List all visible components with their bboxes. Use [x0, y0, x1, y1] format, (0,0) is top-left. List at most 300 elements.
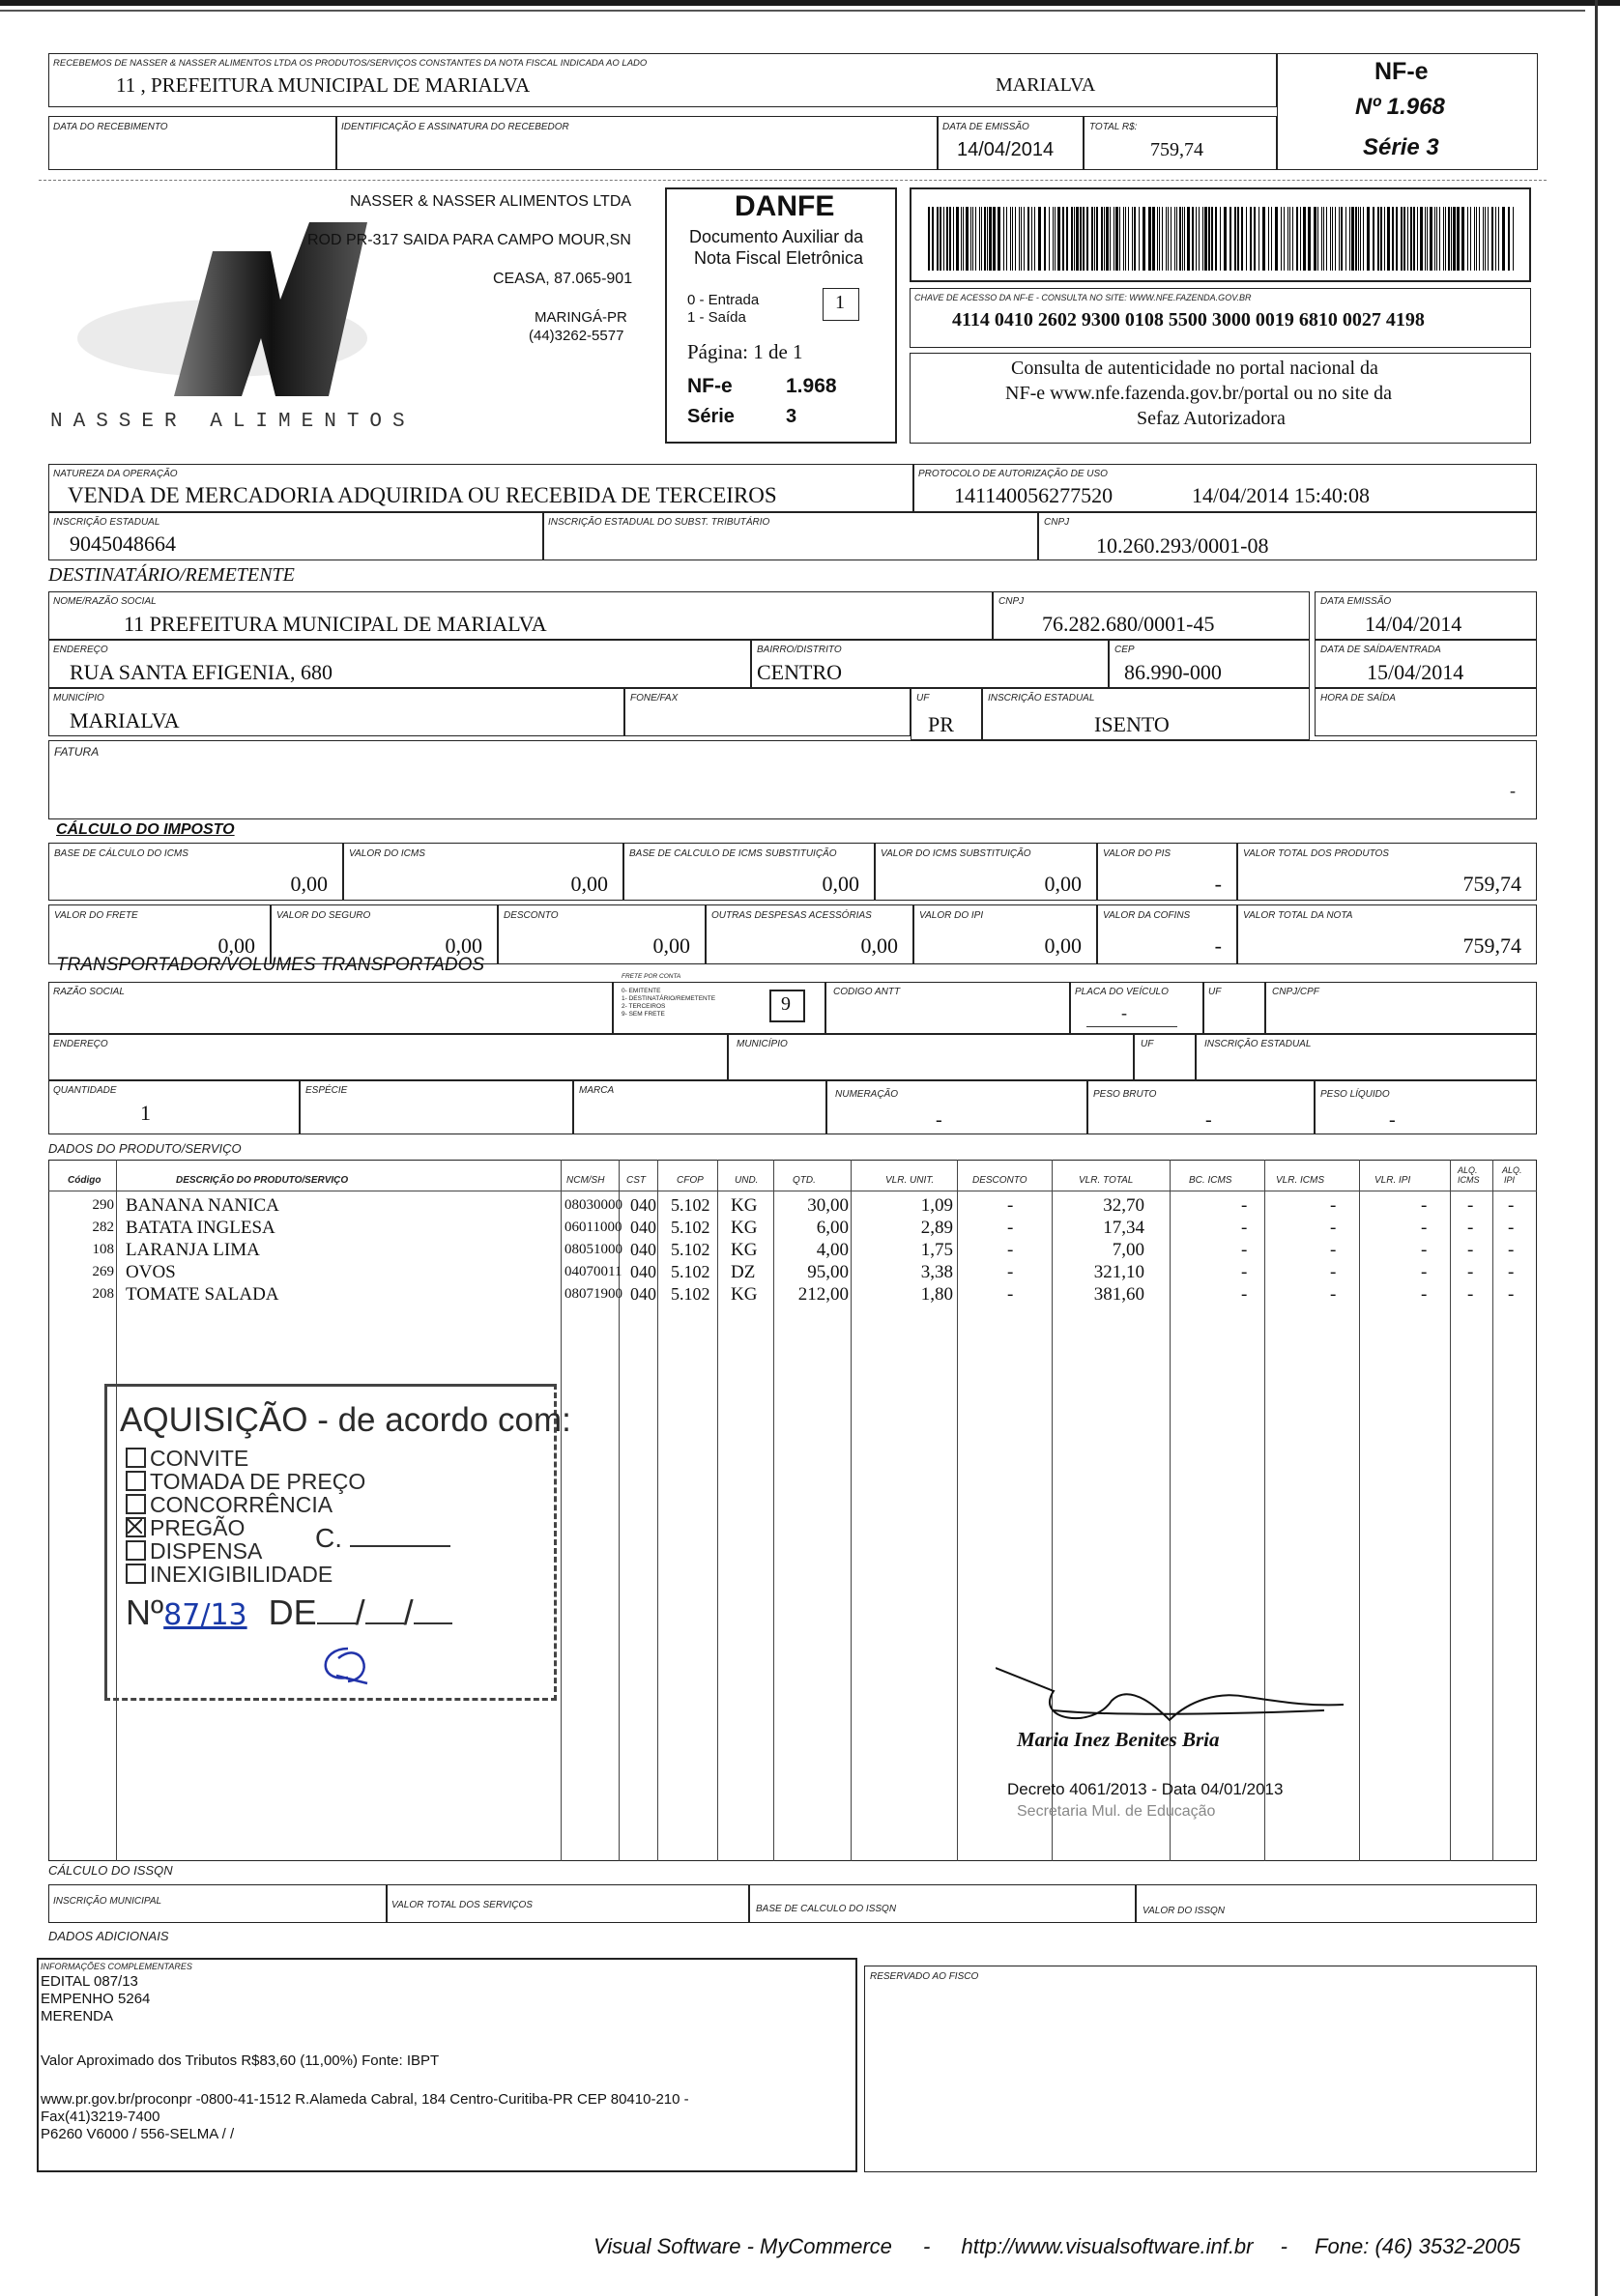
- barcode-bar: [1439, 207, 1440, 271]
- additional-line5: www.pr.gov.br/proconpr -0800-41-1512 R.Alameda Cabral, 184 Centro-Curitiba-PR CEP 80410-210 -: [41, 2091, 689, 2108]
- access-key: 4114 0410 2602 9300 0108 5500 3000 0019 6810 0027 4198: [952, 309, 1425, 330]
- recipient-hour-label: HORA DE SAÍDA: [1320, 693, 1396, 703]
- stamp-number-prefix: Nº: [126, 1593, 164, 1632]
- barcode-bar: [1448, 207, 1450, 271]
- tax-row1-label-3: VALOR DO ICMS SUBSTITUIÇÃO: [881, 848, 1031, 859]
- barcode-bar: [1139, 207, 1140, 271]
- tax-row2-value-3: 0,00: [860, 933, 898, 958]
- consult-line1: Consulta de autenticidade no portal nacional da: [1011, 358, 1378, 379]
- barcode-bar: [1407, 207, 1408, 271]
- product-cell-desc: OVOS: [126, 1262, 176, 1282]
- barcode-bar: [1326, 207, 1327, 271]
- barcode-bar: [1123, 207, 1124, 271]
- barcode-bar: [1176, 207, 1177, 271]
- product-cell-desc: TOMATE SALADA: [126, 1284, 279, 1305]
- barcode-bar: [1341, 207, 1343, 271]
- recipient-exit-label: DATA DE SAÍDA/ENTRADA: [1320, 645, 1441, 655]
- barcode-bar: [1182, 207, 1183, 271]
- barcode-bar: [956, 207, 959, 271]
- protocol-date: 14/04/2014 15:40:08: [1192, 483, 1370, 507]
- barcode-bar: [1229, 207, 1231, 271]
- signature-decree: Decreto 4061/2013 - Data 04/01/2013: [1007, 1780, 1284, 1798]
- stamp-checkbox-2: [126, 1471, 146, 1491]
- product-cell-price: 1,80: [920, 1284, 953, 1305]
- barcode-bar: [1254, 207, 1256, 271]
- product-cell-desc: BANANA NANICA: [126, 1195, 279, 1216]
- barcode-bar: [943, 207, 944, 271]
- recipient-name: 11 PREFEITURA MUNICIPAL DE MARIALVA: [124, 612, 547, 636]
- product-header-icms: VLR. ICMS: [1276, 1175, 1325, 1186]
- tax-row2-value-6: 759,74: [1462, 933, 1521, 958]
- recipient-address-label: ENDEREÇO: [53, 645, 108, 655]
- access-key-label: CHAVE DE ACESSO DA NF-E - CONSULTA NO SITE: WWW.NFE.FAZENDA.GOV.BR: [914, 293, 1252, 302]
- barcode-bar: [1339, 207, 1340, 271]
- canhoto-total: 759,74: [1150, 139, 1203, 160]
- barcode-bar: [1152, 207, 1155, 271]
- product-cell-ipi: -: [1421, 1240, 1428, 1260]
- product-header-aliq_ipi2: IPI: [1504, 1175, 1516, 1185]
- barcode-bar: [1289, 207, 1290, 271]
- footer: [593, 2234, 1520, 2259]
- product-cell-unit: KG: [731, 1195, 758, 1216]
- barcode-bar: [1355, 207, 1357, 271]
- stamp-opt6: [126, 1562, 333, 1588]
- issqn-section: CÁLCULO DO ISSQN: [48, 1863, 173, 1878]
- barcode-bar: [1436, 207, 1437, 271]
- barcode-bar: [1268, 207, 1269, 271]
- product-cell-ncm: 08030000: [564, 1197, 622, 1213]
- invoice-section: FATURA: [54, 745, 100, 759]
- issuer-phone: (44)3262-5577: [529, 328, 624, 344]
- plate-underline: [1086, 1026, 1177, 1027]
- transport-cnpj-label: CNPJ/CPF: [1272, 987, 1319, 997]
- barcode-bar: [1488, 207, 1489, 271]
- freight-opt2: 2- TERCEIROS: [622, 1003, 666, 1010]
- recipient-exit: 15/04/2014: [1367, 660, 1464, 684]
- barcode-bar: [1157, 207, 1158, 271]
- barcode-bar: [1143, 207, 1145, 271]
- tax-row1-value-5: 759,74: [1462, 872, 1521, 896]
- barcode-bar: [1128, 207, 1129, 271]
- barcode-bar: [1110, 207, 1111, 271]
- barcode-bar: [1106, 207, 1109, 271]
- barcode-bar: [1168, 207, 1169, 271]
- footer-url[interactable]: http://www.visualsoftware.inf.br: [961, 2234, 1254, 2258]
- top-edge-thin: [0, 10, 1585, 12]
- barcode-bar: [1425, 207, 1426, 271]
- barcode-bar: [1237, 207, 1239, 271]
- stamp-opt4-extra: [315, 1523, 450, 1554]
- barcode-bar: [1074, 207, 1075, 271]
- product-cell-total: 321,10: [1093, 1262, 1144, 1282]
- transport-city-box: [728, 1034, 1134, 1080]
- issqn-base-label: BASE DE CALCULO DO ISSQN: [756, 1904, 897, 1914]
- fisco-box: [864, 1966, 1537, 2172]
- product-cell-total: 17,34: [1103, 1218, 1144, 1238]
- barcode-bar: [1034, 207, 1035, 271]
- stamp-opt2: [126, 1469, 365, 1495]
- freight-label: FRETE POR CONTA: [622, 973, 681, 980]
- tax-row1-label-4: VALOR DO PIS: [1103, 848, 1172, 859]
- barcode-bar: [1258, 207, 1259, 271]
- barcode-bar: [1262, 207, 1265, 271]
- barcode-bar: [1096, 207, 1098, 271]
- footer-software: Visual Software - MyCommerce: [593, 2234, 892, 2258]
- barcode-bar: [1053, 207, 1054, 271]
- barcode-bar: [1211, 207, 1213, 271]
- plate-label: PLACA DO VEÍCULO: [1075, 987, 1169, 997]
- danfe-entry: 0 - Entrada: [687, 292, 760, 308]
- product-header-unit: UND.: [735, 1175, 759, 1186]
- barcode-bar: [1271, 207, 1272, 271]
- barcode-bar: [1166, 207, 1167, 271]
- danfe-series-label: Série: [687, 406, 735, 427]
- barcode-bar: [1199, 207, 1200, 271]
- barcode-bar: [1495, 207, 1496, 271]
- barcode-bar: [1498, 207, 1499, 271]
- product-cell-bc: -: [1241, 1195, 1248, 1216]
- product-cell-icms: -: [1330, 1195, 1337, 1216]
- barcode-bar: [1485, 207, 1486, 271]
- canhoto-emission-date: 14/04/2014: [957, 139, 1055, 160]
- top-edge: [0, 0, 1620, 6]
- barcode-bar: [1250, 207, 1252, 271]
- canhoto-total-label: TOTAL R$:: [1089, 122, 1138, 132]
- product-cell-price: 2,89: [920, 1218, 953, 1238]
- right-edge: [1595, 0, 1598, 2296]
- barcode-bar: [1241, 207, 1243, 271]
- recipient-city-label: MUNICÍPIO: [53, 693, 104, 703]
- product-cell-unit: KG: [731, 1218, 758, 1238]
- recipient-cep-label: CEP: [1114, 645, 1135, 655]
- ie-label: INSCRIÇÃO ESTADUAL: [53, 517, 160, 528]
- product-cell-icms: -: [1330, 1240, 1337, 1260]
- product-cell-ipi: -: [1421, 1262, 1428, 1282]
- barcode-bar: [1513, 207, 1514, 271]
- barcode-bar: [1410, 207, 1412, 271]
- canhoto-recipient: 11 , PREFEITURA MUNICIPAL DE MARIALVA: [116, 73, 531, 97]
- product-cell-price: 3,38: [920, 1262, 953, 1282]
- product-cell-ipi: -: [1421, 1218, 1428, 1238]
- stamp-number-line: Nº87/13 DE / /: [126, 1593, 452, 1633]
- issuer-city: MARINGÁ-PR: [535, 309, 627, 326]
- stamp-initials: [309, 1639, 377, 1689]
- additional-line6: Fax(41)3219-7400: [41, 2109, 160, 2125]
- barcode-bar: [1062, 207, 1064, 271]
- stamp-opt5: [126, 1538, 262, 1564]
- product-cell-aipi: -: [1508, 1218, 1515, 1238]
- tax-section: CÁLCULO DO IMPOSTO: [56, 821, 235, 838]
- transport-address-label: ENDEREÇO: [53, 1039, 108, 1049]
- product-cell-bc: -: [1241, 1262, 1248, 1282]
- product-cell-bc: -: [1241, 1284, 1248, 1305]
- barcode-bar: [981, 207, 982, 271]
- product-cell-aicms: -: [1467, 1218, 1474, 1238]
- danfe-nfe-label: NF-e: [687, 375, 733, 397]
- product-cell-aicms: -: [1467, 1284, 1474, 1305]
- barcode-bar: [1330, 207, 1331, 271]
- product-cell-icms: -: [1330, 1262, 1337, 1282]
- product-cell-ncm: 08051000: [564, 1242, 622, 1257]
- product-cell-code: 290: [92, 1197, 114, 1213]
- product-cell-bc: -: [1241, 1240, 1248, 1260]
- stamp-checkbox-4-checked: [126, 1517, 146, 1537]
- tax-row1-label-2: BASE DE CALCULO DE ICMS SUBSTITUIÇÃO: [629, 848, 837, 859]
- barcode-bar: [1502, 207, 1505, 271]
- canhoto-receipt-text: RECEBEMOS DE NASSER & NASSER ALIMENTOS LTDA OS PRODUTOS/SERVIÇOS CONSTANTES DA NOTA FISCAL INDICADA AO LADO: [53, 58, 648, 69]
- barcode-bar: [984, 207, 986, 271]
- product-cell-qty: 30,00: [807, 1195, 849, 1216]
- product-row: [48, 1261, 1537, 1283]
- stamp-checkbox-3: [126, 1494, 146, 1514]
- stamp-checkbox-6: [126, 1564, 146, 1584]
- recipient-ie: ISENTO: [1094, 712, 1170, 736]
- barcode-bar: [1314, 207, 1316, 271]
- stamp-opt4: [126, 1515, 245, 1541]
- barcode-bar: [1434, 207, 1435, 271]
- ie-subst-label: INSCRIÇÃO ESTADUAL DO SUBST. TRIBUTÁRIO: [548, 517, 770, 528]
- danfe-page: Página: 1 de 1: [687, 340, 803, 363]
- product-header-price: VLR. UNIT.: [885, 1175, 935, 1186]
- stamp-opt4-label: PREGÃO: [150, 1515, 246, 1540]
- barcode-bar: [1104, 207, 1105, 271]
- tax-row1-value-0: 0,00: [290, 872, 328, 896]
- barcode-bar: [1091, 207, 1093, 271]
- tax-row1-value-4: -: [1214, 872, 1222, 896]
- consult-line2: NF-e www.nfe.fazenda.gov.br/portal ou no site da: [1005, 383, 1393, 404]
- product-header-total: VLR. TOTAL: [1079, 1175, 1134, 1186]
- barcode-bar: [1024, 207, 1025, 271]
- barcode-bar: [1027, 207, 1029, 271]
- net-label: PESO LÍQUIDO: [1320, 1089, 1390, 1100]
- footer-sep2: -: [1280, 2234, 1287, 2258]
- stamp-de: DE: [268, 1593, 317, 1632]
- tax-row1-label-5: VALOR TOTAL DOS PRODUTOS: [1243, 848, 1389, 859]
- barcode-bar: [1086, 207, 1088, 271]
- barcode-bar: [1296, 207, 1298, 271]
- product-cell-discount: -: [1007, 1195, 1014, 1216]
- canhoto-emission-label: DATA DE EMISSÃO: [942, 122, 1029, 132]
- barcode-bar: [1332, 207, 1333, 271]
- barcode-bar: [989, 207, 992, 271]
- barcode-bar: [1208, 207, 1210, 271]
- barcode-bar: [1457, 207, 1460, 271]
- barcode-bar: [1474, 207, 1475, 271]
- barcode-bar: [1303, 207, 1306, 271]
- barcode-bar: [1101, 207, 1103, 271]
- product-header-cfop: CFOP: [677, 1175, 704, 1186]
- danfe-series: 3: [786, 406, 797, 427]
- canhoto-city: MARIALVA: [996, 74, 1096, 96]
- barcode-bar: [1384, 207, 1385, 271]
- issqn-value-label: VALOR DO ISSQN: [1143, 1906, 1226, 1916]
- gross-label: PESO BRUTO: [1093, 1089, 1157, 1100]
- product-cell-cfop: 5.102: [671, 1262, 710, 1281]
- barcode-bar: [1003, 207, 1004, 271]
- barcode-bar: [1401, 207, 1403, 271]
- product-cell-unit: DZ: [731, 1262, 756, 1282]
- barcode-bar: [1119, 207, 1120, 271]
- tax-row2-label-4: VALOR DO IPI: [919, 910, 984, 921]
- barcode-bar: [1010, 207, 1011, 271]
- barcode-bar: [940, 207, 941, 271]
- transport-ie-label: INSCRIÇÃO ESTADUAL: [1204, 1039, 1312, 1049]
- product-cell-icms: -: [1330, 1218, 1337, 1238]
- barcode-bar: [963, 207, 964, 271]
- recipient-ie-label: INSCRIÇÃO ESTADUAL: [988, 693, 1095, 703]
- issuer-address: ROD PR-317 SAIDA PARA CAMPO MOUR,SN: [307, 232, 631, 248]
- barcode-bar: [1224, 207, 1227, 271]
- invoice-box: [48, 740, 1537, 819]
- barcode-bar: [1396, 207, 1398, 271]
- tax-row1-value-1: 0,00: [570, 872, 608, 896]
- product-header-cst: CST: [626, 1175, 646, 1186]
- barcode-bar: [993, 207, 996, 271]
- products-section: DADOS DO PRODUTO/SERVIÇO: [48, 1141, 242, 1156]
- recipient-cnpj: 76.282.680/0001-45: [1042, 612, 1215, 636]
- recipient-cep: 86.990-000: [1124, 660, 1222, 684]
- danfe-type: 1: [835, 292, 845, 313]
- barcode-bar: [1038, 207, 1041, 271]
- product-cell-ncm: 04070011: [564, 1264, 622, 1279]
- barcode-bar: [1387, 207, 1390, 271]
- barcode-bar: [1234, 207, 1236, 271]
- barcode-bar: [1427, 207, 1428, 271]
- barcode-bar: [1417, 207, 1418, 271]
- recipient-emission: 14/04/2014: [1365, 612, 1462, 636]
- product-cell-ncm: 06011000: [564, 1220, 622, 1235]
- product-cell-ncm: 08071900: [564, 1286, 622, 1302]
- product-cell-aipi: -: [1508, 1262, 1515, 1282]
- tax-row2-label-0: VALOR DO FRETE: [54, 910, 138, 921]
- freight-opt9: 9- SEM FRETE: [622, 1011, 665, 1018]
- danfe-nfe-number: 1.968: [786, 375, 837, 397]
- barcode-bar: [1012, 207, 1013, 271]
- barcode-bar: [987, 207, 988, 271]
- product-header-desc: DESCRIÇÃO DO PRODUTO/SERVIÇO: [176, 1175, 349, 1186]
- barcode-bar: [1049, 207, 1050, 271]
- product-cell-unit: KG: [731, 1284, 758, 1305]
- barcode-bar: [1373, 207, 1374, 271]
- barcode-bar: [1281, 207, 1282, 271]
- product-header-discount: DESCONTO: [972, 1175, 1027, 1186]
- barcode-bar: [1196, 207, 1197, 271]
- product-cell-desc: LARANJA LIMA: [126, 1240, 260, 1260]
- recipient-section: DESTINATÁRIO/REMETENTE: [48, 564, 295, 586]
- product-cell-cfop: 5.102: [671, 1218, 710, 1237]
- product-header-bc: BC. ICMS: [1189, 1175, 1232, 1186]
- product-header-code: Código: [68, 1175, 101, 1186]
- barcode-bar: [1125, 207, 1126, 271]
- product-cell-code: 282: [92, 1220, 114, 1235]
- canhoto-series: Série 3: [1363, 134, 1439, 160]
- issuer-cnpj-label: CNPJ: [1044, 517, 1070, 528]
- transport-section: TRANSPORTADOR/VOLUMES TRANSPORTADOS: [56, 955, 485, 975]
- plate-dash: -: [1121, 1003, 1127, 1022]
- product-row: [48, 1239, 1537, 1261]
- additional-section: DADOS ADICIONAIS: [48, 1929, 169, 1943]
- tax-row2-value-1: 0,00: [445, 933, 482, 958]
- barcode-bar: [1367, 207, 1370, 271]
- barcode-bar: [1006, 207, 1007, 271]
- product-cell-qty: 95,00: [807, 1262, 849, 1282]
- barcode-bar: [1287, 207, 1288, 271]
- barcode-bar: [1179, 207, 1181, 271]
- barcode-bar: [1323, 207, 1324, 271]
- barcode-bar: [1044, 207, 1046, 271]
- barcode-bar: [1443, 207, 1444, 271]
- canhoto-sign-label: IDENTIFICAÇÃO E ASSINATURA DO RECEBEDOR: [341, 122, 569, 132]
- recipient-emission-label: DATA EMISSÃO: [1320, 596, 1392, 607]
- stamp-checkbox-5: [126, 1540, 146, 1561]
- barcode-bar: [1491, 207, 1493, 271]
- product-cell-aicms: -: [1467, 1195, 1474, 1216]
- barcode-bar: [946, 207, 948, 271]
- issuer-cnpj: 10.260.293/0001-08: [1096, 533, 1269, 558]
- stamp-opt2-label: TOMADA DE PREÇO: [150, 1469, 366, 1494]
- tax-row2-value-0: 0,00: [217, 933, 255, 958]
- numbering-label: NUMERAÇÃO: [835, 1089, 899, 1100]
- tax-row2-label-1: VALOR DO SEGURO: [276, 910, 371, 921]
- barcode-svg: [926, 207, 1518, 271]
- barcode-bar: [1019, 207, 1020, 271]
- issqn-services-label: VALOR TOTAL DOS SERVIÇOS: [391, 1900, 533, 1910]
- stamp-opt4-extra-label: C.: [315, 1523, 342, 1553]
- transport-name-label: RAZÃO SOCIAL: [53, 987, 125, 997]
- canhoto-date-label: DATA DO RECEBIMENTO: [53, 122, 168, 132]
- freight-opt1: 1- DESTINATÁRIO/REMETENTE: [622, 995, 716, 1002]
- signature-name: Maria Inez Benites Bria: [1017, 1728, 1220, 1751]
- tax-row1-value-3: 0,00: [1044, 872, 1082, 896]
- product-cell-cst: 040: [630, 1240, 656, 1259]
- product-cell-cfop: 5.102: [671, 1284, 710, 1304]
- brand-text: NASSER ALIMENTOS: [50, 411, 416, 433]
- transport-uf2-label: UF: [1141, 1039, 1154, 1049]
- protocol: 141140056277520: [954, 483, 1114, 507]
- transport-uf-label: UF: [1208, 987, 1222, 997]
- product-cell-aicms: -: [1467, 1240, 1474, 1260]
- barcode-bar: [1204, 207, 1207, 271]
- barcode-bar: [1351, 207, 1354, 271]
- barcode-bar: [1148, 207, 1151, 271]
- stamp-opt1-label: CONVITE: [150, 1446, 249, 1471]
- tax-row2-label-3: OUTRAS DESPESAS ACESSÓRIAS: [711, 910, 872, 921]
- qty: 1: [140, 1101, 151, 1125]
- issqn-municipal-label: INSCRIÇÃO MUNICIPAL: [53, 1896, 162, 1907]
- barcode-bar: [1470, 207, 1471, 271]
- additional-line7: P6260 V6000 / 556-SELMA / /: [41, 2126, 235, 2142]
- product-cell-aipi: -: [1508, 1284, 1515, 1305]
- barcode-bar: [1321, 207, 1322, 271]
- product-header-ipi: VLR. IPI: [1374, 1175, 1411, 1186]
- barcode-bar: [1192, 207, 1194, 271]
- recipient-city: MARIALVA: [70, 708, 180, 732]
- product-cell-discount: -: [1007, 1284, 1014, 1305]
- issuer-name: NASSER & NASSER ALIMENTOS LTDA: [350, 193, 632, 210]
- product-cell-bc: -: [1241, 1218, 1248, 1238]
- barcode-bar: [1363, 207, 1364, 271]
- tax-row2-label-2: DESCONTO: [504, 910, 559, 921]
- product-cell-discount: -: [1007, 1262, 1014, 1282]
- product-cell-code: 108: [92, 1242, 114, 1257]
- barcode-bar: [1335, 207, 1336, 271]
- recipient-uf-label: UF: [916, 693, 930, 703]
- stamp-checkbox-1: [126, 1448, 146, 1468]
- product-cell-cfop: 5.102: [671, 1195, 710, 1215]
- barcode-bar: [1159, 207, 1160, 271]
- product-cell-discount: -: [1007, 1240, 1014, 1260]
- recipient-name-label: NOME/RAZÃO SOCIAL: [53, 596, 157, 607]
